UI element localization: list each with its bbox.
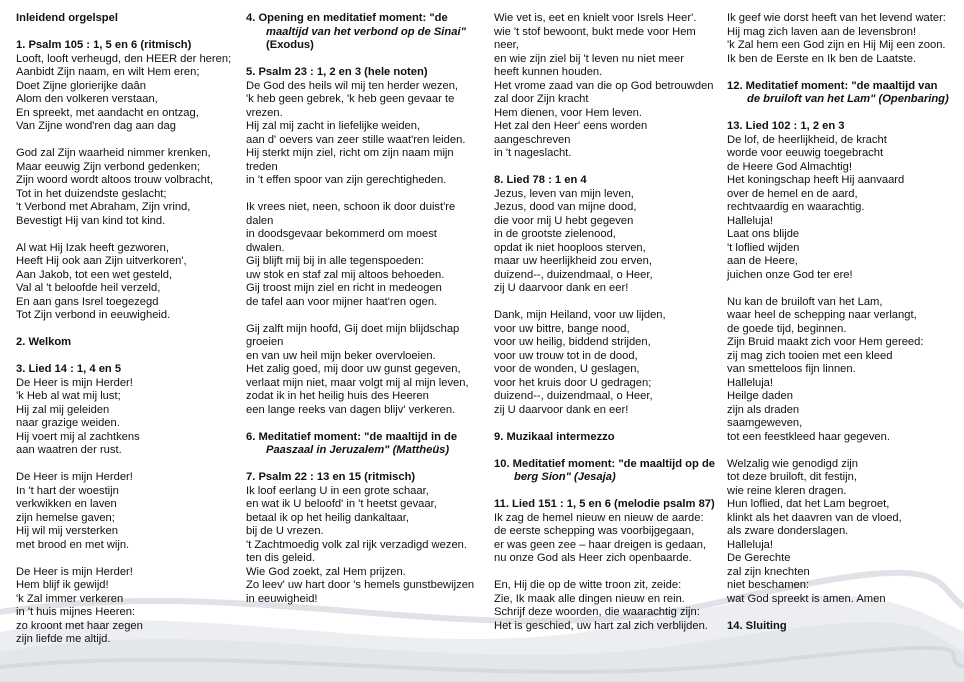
text-line: zodat ik in het heilig huis des Heeren	[246, 390, 429, 402]
text-line: aan waatren der rust.	[16, 444, 122, 456]
text-line: En spreekt, met aandacht en ontzag,	[16, 106, 199, 119]
text-line: de Heere God Almachtig!	[727, 160, 852, 173]
text-line: zo kroont met haar zegen	[16, 619, 143, 632]
section-heading: 11. Lied 151 : 1, 5 en 6 (melodie psalm 87)	[494, 498, 715, 510]
text-line: zal zijn knechten	[727, 565, 810, 578]
text-line: 'k heb geen gebrek, 'k heb geen gevaar te	[246, 93, 455, 105]
blank-line	[16, 458, 248, 472]
blank-line	[727, 66, 959, 80]
text-line: naar grazige weiden.	[16, 417, 120, 429]
text-line: De lof, de heerlijkheid, de kracht	[727, 133, 887, 146]
text-line: en wat ik U beloofd' in 't heetst gevaar,	[246, 498, 437, 510]
text-line: Dank, mijn Heiland, voor uw lijden,	[494, 309, 666, 321]
text-line: Zie, Ik maak alle dingen nieuw en rein.	[494, 592, 685, 605]
text-line: betaal ik op het heilig dankaltaar,	[246, 511, 409, 524]
text-line: groeien	[246, 336, 284, 348]
text-line: Aanbidt Zijn naam, en wilt Hem eren;	[16, 66, 200, 78]
text-line: Welzalig wie genodigd zijn	[727, 457, 859, 470]
text-line: Ik zag de hemel nieuw en nieuw de aarde:	[494, 511, 704, 524]
section-heading: 5. Psalm 23 : 1, 2 en 3 (hele noten)	[246, 66, 428, 78]
section-heading: 3. Lied 14 : 1, 4 en 5	[16, 363, 122, 375]
text-line: zijn liefde me altijd.	[16, 633, 111, 645]
text-line: worde voor eeuwig toegebracht	[727, 147, 884, 159]
text-line: Al wat Hij Izak heeft gezworen,	[16, 241, 169, 254]
text-line: waar heel de schepping naar verlangt,	[727, 309, 917, 321]
section-heading: 14. Sluiting	[727, 619, 787, 632]
text-line: bij de U vrezen.	[246, 525, 324, 537]
text-line: De Heer is mijn Herder!	[16, 471, 133, 483]
text-line: aangeschreven	[494, 133, 571, 146]
text-line: treden	[246, 160, 278, 173]
text-line: Zo leev' uw hart door 's hemels gunstbewijzen	[246, 579, 475, 591]
section-heading: 2. Welkom	[16, 336, 72, 348]
text-line: zij U daarvoor dank en eer!	[494, 403, 629, 416]
text-line: Zijn Bruid maakt zich voor Hem gereed:	[727, 336, 924, 348]
text-line: er was geen zee – haar dreigen is gedaan,	[494, 538, 707, 551]
text-line: Aan Jakob, tot een wet gesteld,	[16, 268, 173, 281]
text-line: Het vrome zaad van die op God betrouwden	[494, 79, 714, 92]
text-line: Hij wil mij versterken	[16, 525, 118, 537]
text-line: klinkt als het daavren van de vloed,	[727, 511, 902, 524]
text-line: Tot in het duizendste geslacht;	[16, 187, 167, 200]
text-line: 't Verbond met Abraham, Zijn vrind,	[16, 201, 191, 213]
text-line: 'k Zal hem een God zijn en Hij Mij een zoon.	[727, 39, 946, 51]
text-line: God zal Zijn waarheid nimmer krenken,	[16, 147, 211, 159]
text-line: zijn als draden	[727, 403, 800, 416]
text-line: Het koningschap heeft Hij aanvaard	[727, 174, 905, 186]
text-line: Hij sterkt mijn ziel, richt om zijn naam mijn	[246, 147, 454, 159]
column-4	[727, 12, 959, 633]
text-line: Gij blijft mij bij in alle tegenspoeden:	[246, 255, 424, 267]
text-line: in doodsgevaar bekommerd om moest	[246, 228, 437, 240]
blank-line	[494, 444, 726, 458]
text-line: Schrijf deze woorden, die waarachtig zijn:	[494, 606, 700, 618]
text-line: heeft kunnen houden.	[494, 66, 603, 78]
blank-line	[16, 350, 248, 364]
text-line: Hem blijf ik gewijd!	[16, 579, 109, 591]
text-line: Ik loof eerlang U in een grote schaar,	[246, 484, 429, 497]
section-heading: 6. Meditatief moment: "de maaltijd in de	[246, 430, 458, 443]
blank-line	[16, 134, 248, 148]
text-line: Hun loflied, dat het Lam begroet,	[727, 498, 890, 510]
text-line: Hij zal mij geleiden	[16, 403, 110, 416]
section-heading: (Exodus)	[266, 39, 314, 51]
blank-line	[494, 161, 726, 175]
section-heading: 7. Psalm 22 : 13 en 15 (ritmisch)	[246, 471, 416, 483]
text-line: zij U daarvoor dank en eer!	[494, 282, 629, 294]
text-line: voor uw trouw tot in de dood,	[494, 349, 638, 362]
text-line: een lange reeks van dagen blijv' verkeren.	[246, 403, 456, 416]
blank-line	[246, 458, 478, 472]
text-line: Heeft Hij ook aan Zijn uitverkoren',	[16, 255, 187, 267]
text-line: 'k Heb al wat mij lust;	[16, 390, 121, 402]
text-line: Bevestigt Hij van kind tot kind.	[16, 214, 166, 227]
text-line: Wie vet is, eet en knielt voor Isrels Heer'.	[494, 12, 697, 24]
text-line: juichen onze God ter ere!	[727, 268, 853, 281]
text-line: niet beschamen:	[727, 579, 810, 591]
column-2	[246, 12, 478, 606]
text-line: De Heer is mijn Herder!	[16, 565, 133, 578]
section-heading: 9. Muzikaal intermezzo	[494, 430, 615, 443]
text-line: voor de wonden, U geslagen,	[494, 363, 640, 375]
blank-line	[16, 552, 248, 566]
text-line: nu onze God als Heer zich openbaarde.	[494, 552, 692, 564]
blank-line	[494, 566, 726, 580]
text-line: Het zal den Heer' eens worden	[494, 120, 648, 132]
text-line: Halleluja!	[727, 376, 774, 389]
blank-line	[246, 417, 478, 431]
blank-line	[727, 606, 959, 620]
text-line: duizend--, duizendmaal, o Heer,	[494, 390, 653, 402]
text-line: de goede tijd, beginnen.	[727, 322, 847, 335]
text-line: de tafel aan voor mijner haat'ren ogen.	[246, 295, 438, 308]
section-heading: 1. Psalm 105 : 1, 5 en 6 (ritmisch)	[16, 39, 192, 51]
text-line: Heilge daden	[727, 390, 793, 402]
blank-line	[727, 282, 959, 296]
text-line: de eerste schepping was voorbijgegaan,	[494, 525, 695, 537]
section-heading: de bruiloft van het Lam" (Openbaring)	[747, 93, 949, 105]
text-line: voor het kruis door U gedragen;	[494, 376, 652, 389]
text-line: over de hemel en de aard,	[727, 187, 858, 200]
blank-line	[494, 417, 726, 431]
text-line: dalen	[246, 214, 274, 227]
text-line: voor uw bittre, bange nood,	[494, 322, 630, 335]
section-heading: 8. Lied 78 : 1 en 4	[494, 174, 587, 186]
text-line: Ik ben de Eerste en Ik ben de Laatste.	[727, 52, 917, 65]
text-line: in de grootste zielenood,	[494, 228, 616, 240]
text-line: Ik geef wie dorst heeft van het levend water:	[727, 12, 946, 24]
text-line: Tot Zijn verbond in eeuwigheid.	[16, 309, 171, 321]
text-line: tot een feestkleed haar gegeven.	[727, 430, 890, 443]
text-line: De Heer is mijn Herder!	[16, 376, 133, 389]
text-line: verkwikken en laven	[16, 498, 117, 510]
text-line: Nu kan de bruiloft van het Lam,	[727, 295, 883, 308]
text-line: ten dis geleid.	[246, 552, 316, 564]
text-line: Laat ons blijde	[727, 228, 800, 240]
text-line: zal door Zijn kracht	[494, 93, 589, 105]
text-line: Looft, looft verheugd, den HEER der heren;	[16, 52, 232, 65]
text-line: Doet Zijne glorierijke daân	[16, 79, 146, 92]
text-line: vrezen.	[246, 106, 283, 119]
text-line: in 't nageslacht.	[494, 147, 572, 159]
text-line: aan de Heere,	[727, 255, 798, 267]
blank-line	[246, 188, 478, 202]
text-line: als zware donderslagen.	[727, 525, 849, 537]
text-line: van smetteloos fijn linnen.	[727, 363, 856, 375]
text-line: zij mag zich tooien met een kleed	[727, 349, 893, 362]
text-line: rechtvaardig en waarachtig.	[727, 201, 865, 213]
blank-line	[246, 309, 478, 323]
text-line: Het zalig goed, mij door uw gunst gegeven,	[246, 363, 461, 375]
blank-line	[16, 26, 248, 40]
section-heading: Inleidend orgelspel	[16, 12, 118, 24]
text-line: duizend--, duizendmaal, o Heer,	[494, 268, 653, 281]
text-line: dwalen.	[246, 241, 285, 254]
text-line: en wie zijn ziel bij 't leven nu niet meer	[494, 52, 684, 65]
section-heading: 13. Lied 102 : 1, 2 en 3	[727, 120, 845, 132]
text-line: die voor mij U hebt gegeven	[494, 214, 634, 227]
section-heading: 4. Opening en meditatief moment: "de	[246, 12, 448, 24]
section-heading: berg Sion" (Jesaja)	[514, 471, 616, 483]
text-line: aan d' oevers van zeer stille waat'ren leiden.	[246, 133, 466, 146]
text-line: Ik vrees niet, neen, schoon ik door duist're	[246, 201, 456, 213]
blank-line	[246, 53, 478, 67]
text-line: opdat ik niet hooploos sterven,	[494, 241, 646, 254]
text-line: De Gerechte	[727, 552, 791, 564]
text-line: En, Hij die op de witte troon zit, zeide:	[494, 579, 682, 591]
blank-line	[727, 444, 959, 458]
text-line: Maar eeuwig Zijn verbond gedenken;	[16, 160, 201, 173]
text-line: verlaat mijn niet, maar volgt mij al mijn leven,	[246, 376, 469, 389]
column-3	[494, 12, 726, 633]
blank-line	[494, 296, 726, 310]
text-line: en van uw heil mijn beker overvloeien.	[246, 349, 436, 362]
text-line: 't Zachtmoedig volk zal rijk verzadigd wezen.	[246, 538, 468, 551]
text-line: Zijn woord wordt altoos trouw volbracht,	[16, 174, 214, 186]
text-line: wat God spreekt is amen. Amen	[727, 592, 886, 605]
text-line: in 't huis mijnes Heeren:	[16, 606, 136, 618]
section-heading: Paaszaal in Jeruzalem" (Mattheüs)	[266, 444, 450, 456]
text-line: De God des heils wil mij ten herder wezen,	[246, 79, 459, 92]
text-line: Jezus, leven van mijn leven,	[494, 187, 634, 200]
text-line: in 't effen spoor van zijn gerechtigheden.	[246, 174, 447, 186]
text-line: zijn hemelse gaven;	[16, 511, 115, 524]
text-line: Hem dienen, voor Hem leven.	[494, 106, 642, 119]
text-line: 't loflied wijden	[727, 241, 800, 254]
blank-line	[494, 485, 726, 499]
text-line: in eeuwigheid!	[246, 592, 318, 605]
text-line: neer,	[494, 39, 519, 51]
blank-line	[727, 107, 959, 121]
section-heading: 10. Meditatief moment: "de maaltijd op de	[494, 457, 716, 470]
text-line: En aan gans Isrel toegezegd	[16, 295, 159, 308]
text-line: maar uw heerlijkheid zou erven,	[494, 255, 652, 267]
blank-line	[16, 323, 248, 337]
text-line: Gij zalft mijn hoofd, Gij doet mijn blijdschap	[246, 322, 460, 335]
text-line: met brood en met wijn.	[16, 538, 130, 551]
text-line: wie reine kleren dragen.	[727, 484, 847, 497]
text-line: Halleluja!	[727, 214, 774, 227]
text-line: Het is geschied, uw hart zal zich verblijden.	[494, 619, 708, 632]
text-line: voor uw heilig, biddend strijden,	[494, 336, 651, 348]
text-line: Hij voert mij al zachtkens	[16, 430, 140, 443]
text-line: In 't hart der woestijn	[16, 484, 119, 497]
text-line: Hij mag zich laven aan de levensbron!	[727, 25, 917, 38]
blank-line	[16, 228, 248, 242]
text-line: Wie God zoekt, zal Hem prijzen.	[246, 565, 406, 578]
text-line: Van Zijne wond'ren dag aan dag	[16, 120, 176, 132]
text-line: Val al 't beloofde heil verzeld,	[16, 282, 161, 294]
text-line: uw stok en staf zal mij altoos behoeden.	[246, 268, 445, 281]
text-line: saamgeweven,	[727, 417, 803, 429]
text-line: Hij zal mij zacht in liefelijke weiden,	[246, 120, 421, 132]
column-1	[16, 12, 248, 647]
text-line: Halleluja!	[727, 538, 774, 551]
text-line: tot deze bruiloft, dit festijn,	[727, 471, 857, 483]
section-heading: maaltijd van het verbond op de Sinai"	[266, 25, 466, 38]
text-line: Gij troost mijn ziel en richt in medeogen	[246, 282, 442, 294]
text-line: Alom den volkeren verstaan,	[16, 93, 158, 105]
text-line: wie 't stof bewoont, bukt mede voor Hem	[494, 25, 696, 38]
section-heading: 12. Meditatief moment: "de maaltijd van	[727, 79, 938, 92]
text-line: Jezus, dood van mijne dood,	[494, 201, 637, 213]
text-line: 'k Zal immer verkeren	[16, 592, 124, 605]
